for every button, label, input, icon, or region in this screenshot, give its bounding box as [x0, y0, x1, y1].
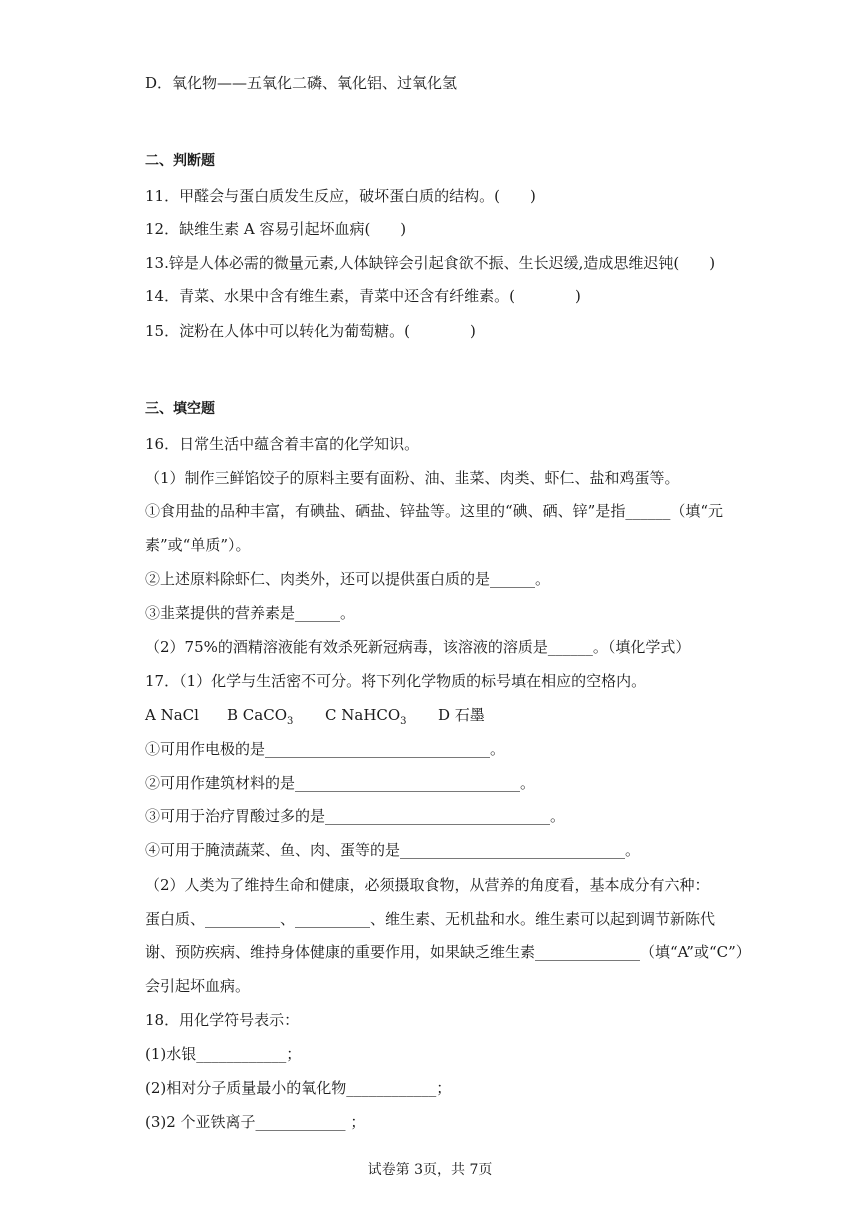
question-17-part2-line2: 蛋白质、__________、__________、维生素、无机盐和水。维生素可以起到调节新陈代 — [145, 910, 716, 928]
question-17-options — [145, 705, 485, 732]
question-16: 16．日常生活中蕴含着丰富的化学知识。 — [145, 435, 420, 453]
question-14: 14．青菜、水果中含有维生素，青菜中还含有纤维素。( ) — [145, 287, 581, 305]
question-17-item3: ③可用于治疗胃酸过多的是______________________________。 — [145, 807, 566, 825]
question-16-sub1: ①食用盐的品种丰富，有碘盐、硒盐、锌盐等。这里的“碘、硒、锌”是指______（填“元 — [145, 502, 724, 520]
question-11: 11．甲醛会与蛋白质发生反应，破坏蛋白质的结构。( ) — [145, 187, 536, 205]
question-17: 17．（1）化学与生活密不可分。将下列化学物质的标号填在相应的空格内。 — [145, 672, 647, 690]
option-a: A NaCl — [145, 706, 199, 724]
question-18-item3: (3)2 个亚铁离子____________ ； — [145, 1113, 366, 1131]
question-15: 15．淀粉在人体中可以转化为葡萄糖。( ) — [145, 322, 476, 340]
option-b: B CaCO$_3$ — [227, 706, 294, 727]
question-18-item1: (1)水银____________； — [145, 1045, 302, 1063]
question-17-part2-line4: 会引起坏血病。 — [145, 977, 251, 995]
question-16-part1: （1）制作三鲜馅饺子的原料主要有面粉、油、韭菜、肉类、虾仁、盐和鸡蛋等。 — [145, 469, 680, 487]
question-17-part2: （2）人类为了维持生命和健康，必须摄取食物，从营养的角度看，基本成分有六种： — [145, 876, 710, 894]
question-16-sub2: ②上述原料除虾仁、肉类外，还可以提供蛋白质的是______。 — [145, 570, 551, 588]
question-17-item2: ②可用作建筑材料的是______________________________。 — [145, 774, 536, 792]
question-18: 18．用化学符号表示： — [145, 1011, 300, 1029]
question-16-part2: （2）75%的酒精溶液能有效杀死新冠病毒，该溶液的溶质是______。（填化学式） — [145, 638, 691, 656]
option-c: C NaHCO$_3$ — [325, 706, 407, 727]
question-18-item2: (2)相对分子质量最小的氧化物____________； — [145, 1079, 452, 1097]
question-16-sub3: ③韭菜提供的营养素是______。 — [145, 604, 356, 622]
question-13: 13.锌是人体必需的微量元素,人体缺锌会引起食欲不振、生长迟缓,造成思维迟钝( ) — [145, 254, 716, 272]
question-12: 12．缺维生素 A 容易引起坏血病( ) — [145, 220, 407, 238]
option-d: D．氧化物——五氧化二磷、氧化铝、过氧化氢 — [145, 74, 458, 92]
section-heading-fill: 三、填空题 — [145, 401, 215, 417]
page-footer: 试卷第 3页，共 7页 — [367, 1162, 493, 1178]
question-17-item4: ④可用于腌渍蔬菜、鱼、肉、蛋等的是______________________________。 — [145, 841, 641, 859]
question-16-sub1-cont: 素”或“单质”）。 — [145, 536, 251, 554]
question-17-part2-line3: 谢、预防疾病、维持身体健康的重要作用，如果缺乏维生素______________（填“A”或“C”） — [145, 943, 751, 961]
section-heading-judgment: 二、判断题 — [145, 153, 215, 169]
question-17-item1: ①可用作电极的是______________________________。 — [145, 740, 506, 758]
option-d-graphite: D 石墨 — [438, 706, 485, 724]
